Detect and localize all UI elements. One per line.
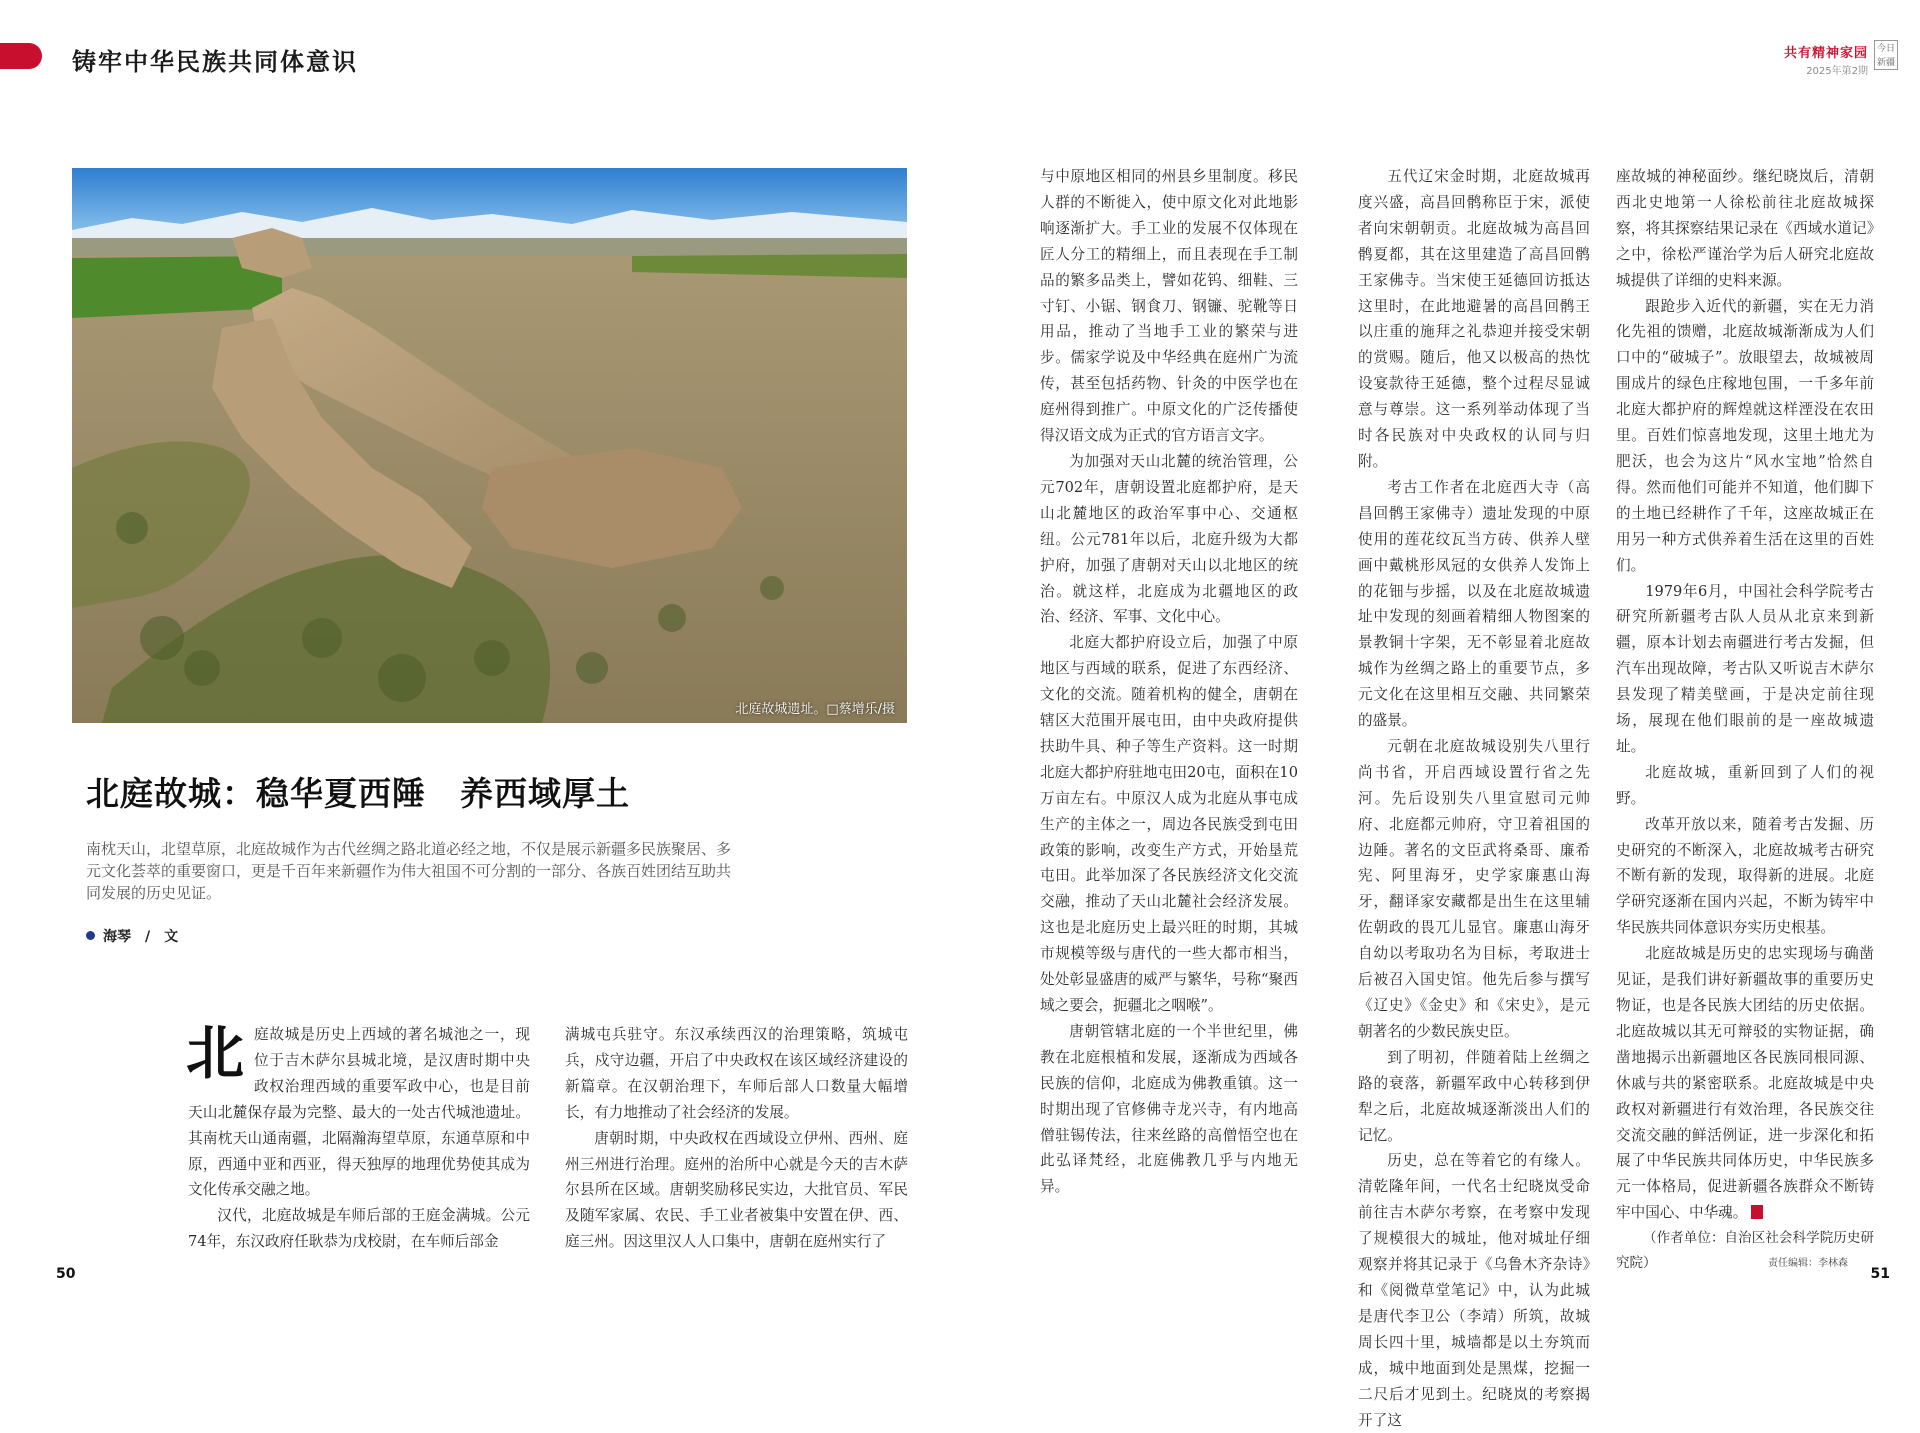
- paragraph: 跟跄步入近代的新疆，实在无力消化先祖的馈赠，北庭故城渐渐成为人们口中的“破城子”。放眼望去，故城被周围成片的绿色庄稼地包围，一千多年前北庭大都护府的辉煌就这样湮没在农田里。百姓们惊喜地发现，这里土地尤为肥沃，也会为这片“风水宝地”恰然自得。然而他们可能并不知道，他们脚下的土地已经耕作了千年，这座故城正在用另一种方式供养着生活在这里的百姓们。: [1616, 297, 1874, 574]
- byline-dot-icon: [86, 931, 95, 940]
- end-mark-icon: [1751, 1205, 1763, 1219]
- paragraph: 北庭故城，重新回到了人们的视野。: [1616, 763, 1874, 807]
- section-marker: [0, 43, 42, 69]
- paragraph: 元朝在北庭故城设别失八里行尚书省，开启西域设置行省之先河。先后设别失八里宣慰司元帅府、北庭都元帅府，守卫着祖国的边陲。著名的文臣武将桑哥、廉希宪、阿里海牙，史学家廉惠山海牙，翻译家安藏都是出生在这里辅佐朝政的畏兀儿显官。廉惠山海牙自幼以考取功名为目标，考取进士后被召入国史馆。他先后参与撰写《辽史》《金史》和《宋史》，是元朝著名的少数民族史臣。: [1358, 737, 1590, 1040]
- paragraph: 1979年6月，中国社会科学院考古研究所新疆考古队人员从北京来到新疆，原本计划去南疆进行考古发掘，但汽车出现故障，考古队又听说吉木萨尔县发现了精美壁画，于是决定前往现场，展现在他们眼前的是一座故城遗址。: [1616, 582, 1874, 755]
- body-column-5: [1616, 164, 1874, 1276]
- article-summary: 南枕天山，北望草原，北庭故城作为古代丝绸之路北道必经之地，不仅是展示新疆多民族聚居、多元文化荟萃的重要窗口，更是千百年来新疆作为伟大祖国不可分割的一部分、各族百姓团结互助共同发展的历史见证。: [86, 840, 732, 902]
- paragraph: 座故城的神秘面纱。继纪晓岚后，清朝西北史地第一人徐松前往北庭故城探察，将其探察结果记录在《西域水道记》之中，徐松严谨治学为后人研究北庭故城提供了详细的史料来源。: [1616, 168, 1874, 289]
- paragraph: 汉代，北庭故城是车师后部的王庭金满城。公元74年，东汉政府任耿恭为戊校尉，在车师后部金: [188, 1207, 530, 1251]
- paragraph: 历史，总在等着它的有缘人。清乾隆年间，一代名士纪晓岚受命前往吉木萨尔考察，在考察中发现了规模很大的城址，他对城址仔细观察并将其记录于《乌鲁木齐杂诗》和《阅微草堂笔记》中，认为此城是唐代李卫公（李靖）所筑，故城周长四十里，城墙都是以土夯筑而成，城中地面到处是黑煤，挖掘一二尺后才见到土。纪晓岚的考察揭开了这: [1358, 1152, 1590, 1429]
- body-column-2: [565, 1022, 908, 1255]
- paragraph: 与中原地区相同的州县乡里制度。移民人群的不断徙入，使中原文化对此地影响逐渐扩大。手工业的发展不仅体现在匠人分工的精细上，而且表现在手工制品的繁多品类上，譬如花钨、细鞋、三寸钉、小锯、钢食刀、钢镰、驼靴等日用品，推动了当地手工业的繁荣与进步。儒家学说及中华经典在庭州广为流传，甚至包括药物、针灸的中医学也在庭州得到推广。中原文化的广泛传播使得汉语文成为正式的官方语言文字。: [1040, 168, 1298, 445]
- paragraph: 北庭大都护府设立后，加强了中原地区与西域的联系，促进了东西经济、文化的交流。随着机构的健全，唐朝在辖区大范围开展屯田，由中央政府提供扶助牛具、种子等生产资料。这一时期北庭大都护府驻地屯田20屯，面积在10万亩左右。中原汉人成为北庭从事屯成生产的主体之一，周边各民族受到屯田政策的影响，改变生产方式，开始垦荒屯田。此举加深了各民族经济文化交流交融，推动了天山北麓社会经济发展。这也是北庭历史上最兴旺的时期，其城市规模等级与唐代的一些大都市相当，处处彰显盛唐的威严与繁华，号称“聚西域之要会，扼疆北之咽喉”。: [1040, 634, 1298, 1014]
- section-title: 铸牢中华民族共同体意识: [72, 47, 358, 76]
- editor-credit: 责任编辑：李林森: [1768, 1258, 1848, 1269]
- byline: [86, 926, 178, 946]
- paragraph: 为加强对天山北麓的统治管理，公元702年，唐朝设置北庭都护府，是天山北麓地区的政治军事中心、交通枢纽。公元781年以后，北庭升级为大都护府，加强了唐朝对天山以北地区的统治。就这样，北庭成为北疆地区的政治、经济、军事、文化中心。: [1040, 452, 1298, 626]
- paragraph: 考古工作者在北庭西大寺（高昌回鹘王家佛寺）遗址发现的中原使用的莲花纹瓦当方砖、供养人壁画中戴桃形凤冠的女供养人发饰上的花钿与步摇，以及在北庭故城遗址中发现的刻画着精细人物图案的景教铜十字架，无不彰显着北庭故城作为丝绸之路上的重要节点，多元文化在这里相互交融、共同繁荣的盛景。: [1358, 478, 1590, 730]
- ruins-landscape-image: [72, 168, 907, 723]
- article-photo: [72, 168, 907, 723]
- magazine-brand: [1784, 42, 1868, 77]
- paragraph: 满城屯兵驻守。东汉承续西汉的治理策略，筑城屯兵，戍守边疆，开启了中央政权在该区域经济建设的新篇章。在汉朝治理下，车师后部人口数量大幅增长，有力地推动了社会经济的发展。: [565, 1026, 908, 1121]
- page-number-right: 51: [1870, 1266, 1890, 1282]
- left-page: [0, 0, 960, 1307]
- paragraph: 五代辽宋金时期，北庭故城再度兴盛，高昌回鹘称臣于宋，派使者向宋朝朝贡。北庭故城为高昌回鹘夏都，其在这里建造了高昌回鹘王家佛寺。当宋使王延德回访抵达这里时，在此地避暑的高昌回鹘王以庄重的施拜之礼恭迎并接受宋朝的赏赐。随后，他又以极高的热忱设宴款待王延德，整个过程尽显诚意与尊崇。这一系列举动体现了当时各民族对中央政权的认同与归附。: [1358, 168, 1590, 470]
- page-number-left: 50: [56, 1266, 76, 1282]
- paragraph: 庭故城是历史上西域的著名城池之一，现位于吉木萨尔县城北境，是汉唐时期中央政权治理西域的重要军政中心，也是目前天山北麓保存最为完整、最大的一处古代城池遗址。其南枕天山通南疆，北隔瀚海望草原，东通草原和中原，西通中亚和西亚，得天独厚的地理优势使其成为文化传承交融之地。: [188, 1026, 530, 1199]
- drop-cap: 北: [186, 1019, 245, 1087]
- brand-name: 共有精神家园: [1783, 46, 1868, 61]
- brand-tag-logo: 今日新疆: [1874, 40, 1898, 70]
- brand-issue: 2025年第2期: [1806, 66, 1868, 77]
- paragraph: 改革开放以来，随着考古发掘、历史研究的不断深入，北庭故城考古研究不断有新的发现，取得新的进展。北庭学研究逐渐在国内兴起，不断为铸牢中华民族共同体意识夯实历史根基。: [1616, 815, 1874, 937]
- closing-paragraph-text: 北庭故城是历史的忠实现场与确凿见证，是我们讲好新疆故事的重要历史物证，也是各民族大团结的历史依据。北庭故城以其无可辩驳的实物证据，确凿地揭示出新疆地区各民族同根同源、休戚与共的紧密联系。北庭故城是中央政权对新疆进行有效治理，各民族交往交流交融的鲜活例证，进一步深化和拓展了中华民族共同体历史，中华民族多元一体格局，促进新疆各族群众不断铸牢中国心、中华魂。: [1616, 945, 1874, 1222]
- author-name: 海琴 / 文: [103, 929, 179, 945]
- body-column-1: [186, 1019, 530, 1255]
- paragraph: [1616, 941, 1874, 1226]
- body-column-3: [1040, 164, 1298, 1200]
- article-headline: 北庭故城：稳华夏西陲 养西域厚土: [86, 774, 630, 813]
- photo-caption: 北庭故城遗址。□蔡增乐/摄: [735, 702, 895, 717]
- paragraph: 唐朝管辖北庭的一个半世纪里，佛教在北庭根植和发展，逐渐成为西域各民族的信仰，北庭成为佛教重镇。这一时期出现了官修佛寺龙兴寺，有内地高僧驻锡传法，往来丝路的高僧悟空也在此弘译梵经，北庭佛教几乎与内地无异。: [1040, 1022, 1298, 1196]
- paragraph: 唐朝时期，中央政权在西域设立伊州、西州、庭州三州进行治理。庭州的治所中心就是今天的吉木萨尔县所在区域。唐朝奖励移民实边，大批官员、军民及随军家属、农民、手工业者被集中安置在伊、西、庭三州。因这里汉人人口集中，唐朝在庭州实行了: [565, 1129, 908, 1251]
- paragraph: 到了明初，伴随着陆上丝绸之路的衰落，新疆军政中心转移到伊犁之后，北庭故城逐渐淡出人们的记忆。: [1358, 1048, 1590, 1144]
- body-column-4: [1358, 164, 1590, 1433]
- author-affiliation: （作者单位：自治区社会科学院历史研究院）: [1616, 1230, 1874, 1272]
